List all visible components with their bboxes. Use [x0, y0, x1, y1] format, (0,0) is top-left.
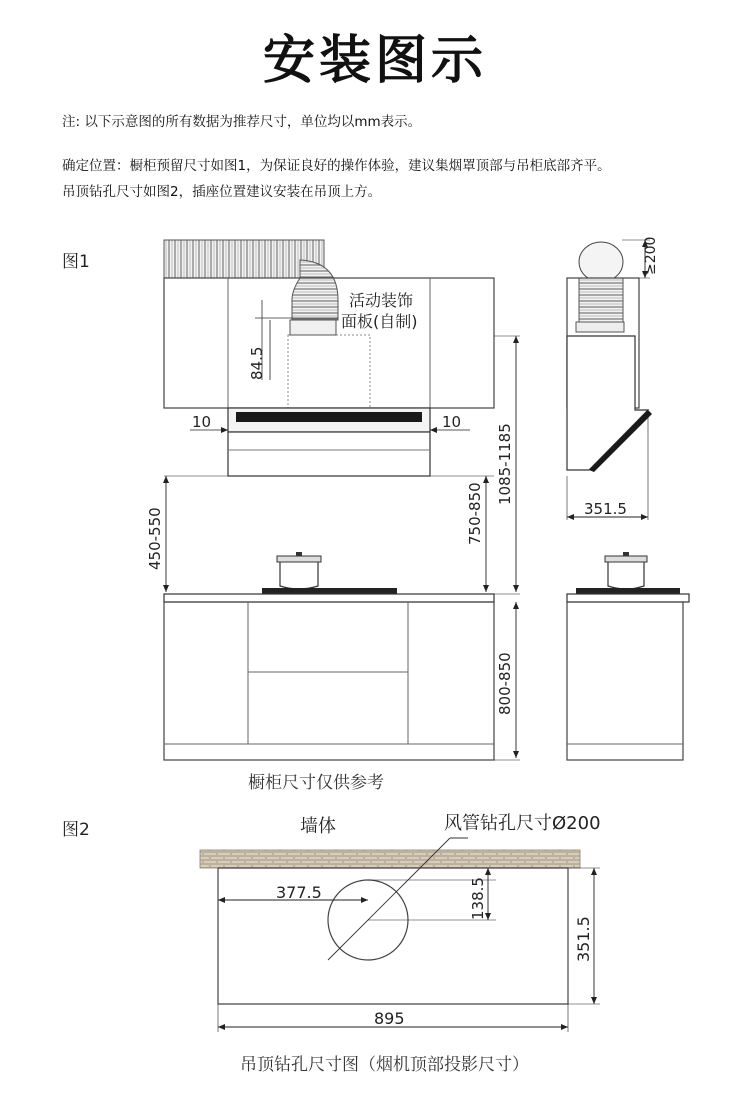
note-ceiling: 吊顶钻孔尺寸如图2，插座位置建议安装在吊顶上方。 — [62, 184, 382, 200]
dim-351-5-fig2-text: 351.5 — [574, 916, 593, 962]
base-cabinet — [164, 602, 494, 760]
figure-2-caption: 吊顶钻孔尺寸图（烟机顶部投影尺寸） — [240, 1055, 529, 1075]
duct-side — [579, 278, 623, 324]
dim-351-5-side-text: 351.5 — [584, 500, 627, 518]
dim-1085-1185-text: 1085-1185 — [496, 423, 514, 505]
range-hood-strip — [236, 412, 422, 422]
countertop — [164, 594, 494, 602]
panel-label-line1: 活动装饰 — [349, 291, 414, 310]
dim-450-550-text: 450-550 — [146, 507, 164, 570]
panel-label-line2: 面板(自制) — [341, 312, 418, 331]
note-units: 注: 以下示意图的所有数据为推荐尺寸，单位均以mm表示。 — [62, 114, 422, 130]
dim-ge200-text: ≥200 — [643, 236, 659, 275]
dim-84-5-text: 84.5 — [248, 346, 266, 380]
hole-label: 风管钻孔尺寸Ø200 — [444, 813, 601, 834]
countertop-side — [567, 594, 689, 602]
figure-1-label: 图1 — [62, 252, 90, 272]
note-position: 确定位置：橱柜预留尺寸如图1，为保证良好的操作体验，建议集烟罩顶部与吊柜底部齐平。 — [62, 158, 611, 174]
range-hood-body — [228, 432, 430, 476]
dim-10-left-text: 10 — [192, 413, 212, 431]
dim-750-850-text: 750-850 — [466, 482, 484, 545]
base-cabinet-side — [567, 602, 683, 760]
dim-800-850-text: 800-850 — [496, 652, 514, 715]
page-title: 安装图示 — [262, 31, 487, 91]
duct-opening-side — [579, 242, 623, 282]
dim-377-5-text: 377.5 — [276, 883, 322, 902]
ceiling-drilling-diagram — [200, 838, 600, 1032]
figure-1-caption: 橱柜尺寸仅供参考 — [248, 773, 384, 793]
dim-895-text: 895 — [374, 1009, 405, 1028]
decorative-panel — [288, 335, 370, 408]
pot — [280, 560, 318, 589]
dim-10-right-text: 10 — [442, 413, 462, 431]
dim-138-5-text: 138.5 — [469, 877, 487, 920]
figure-2-label: 图2 — [62, 820, 90, 840]
cooktop — [262, 588, 397, 594]
range-hood-side — [567, 336, 648, 470]
wall-label: 墙体 — [300, 816, 336, 837]
pot-side — [608, 560, 644, 589]
wall-bricks — [200, 850, 580, 868]
